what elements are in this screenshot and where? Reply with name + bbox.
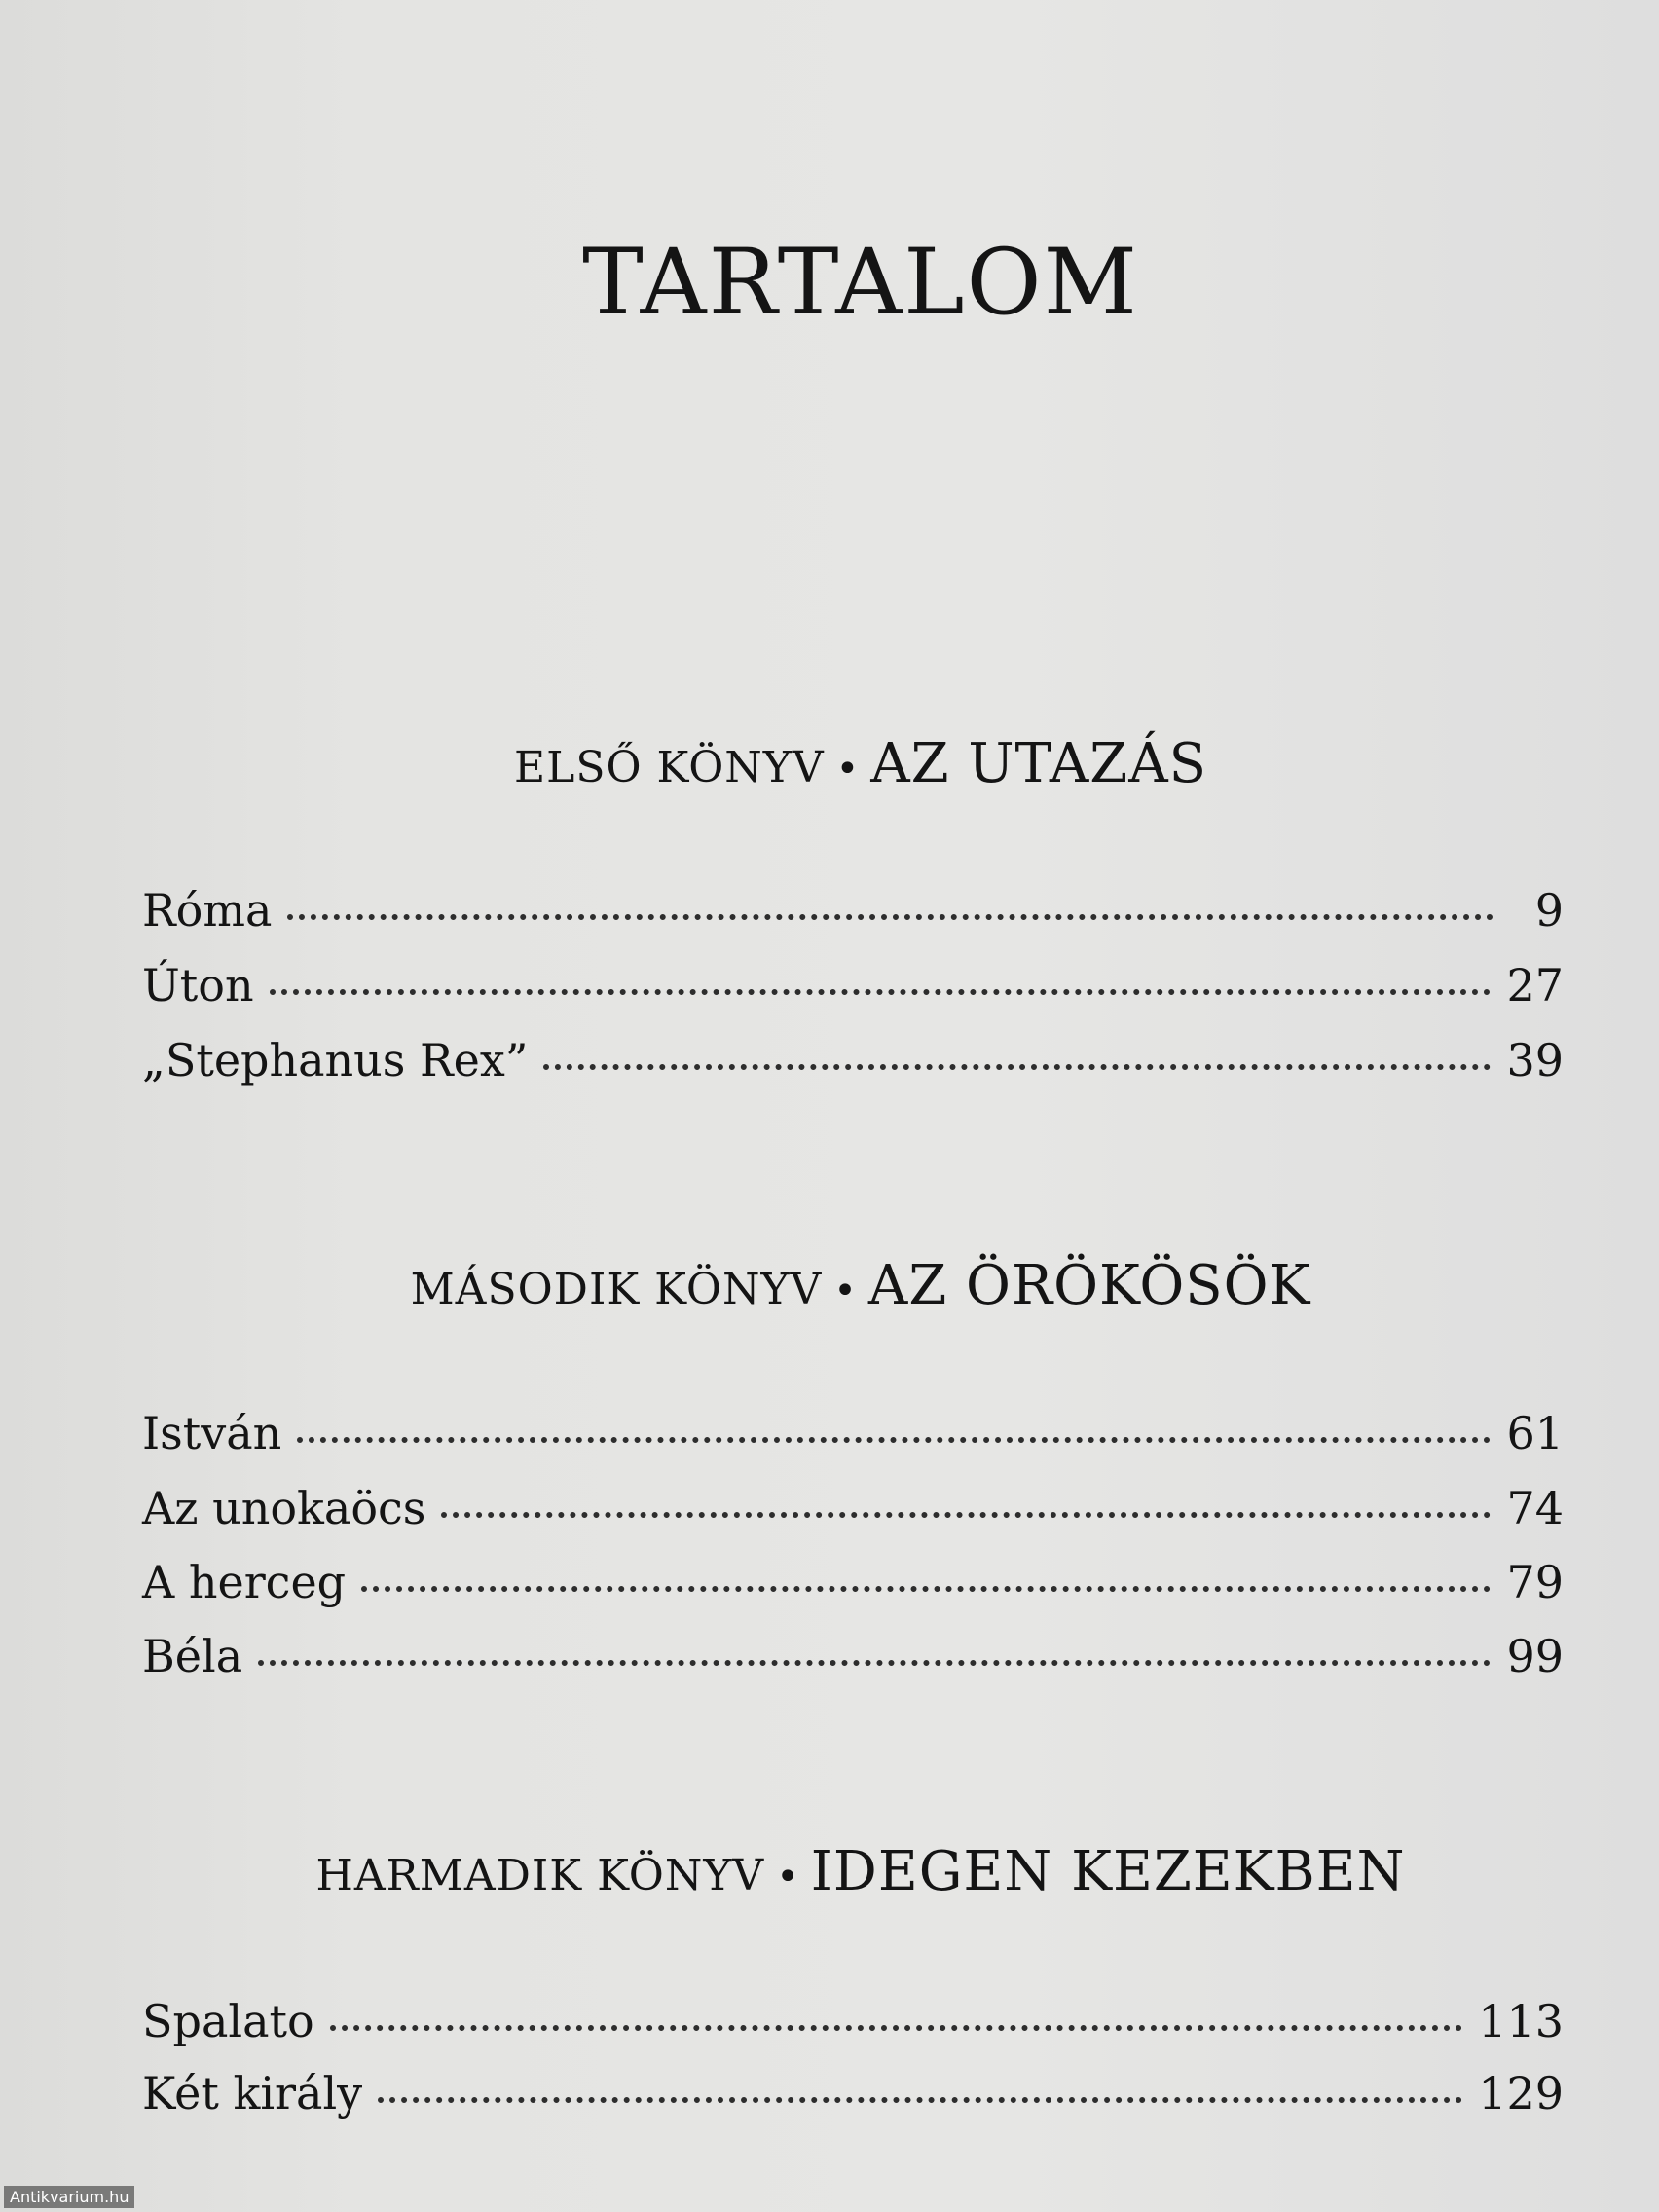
- entry-page-number: 113: [1478, 1995, 1564, 2047]
- watermark: Antikvarium.hu: [4, 2186, 134, 2208]
- entry-title: István: [142, 1407, 282, 1459]
- entry-title: A herceg: [142, 1556, 347, 1608]
- dot-leader: [258, 1621, 1491, 1666]
- dot-leader: [330, 1986, 1462, 2031]
- toc-entry: [142, 881, 1564, 949]
- toc-entry: [142, 1627, 1564, 1695]
- entry-page-number: 74: [1506, 1482, 1564, 1534]
- bullet-separator: •: [833, 1269, 857, 1313]
- entry-title: Az unokaöcs: [142, 1482, 426, 1534]
- section-name: IDEGEN KEZEKBEN: [810, 1840, 1406, 1903]
- section-label: HARMADIK KÖNYV: [315, 1851, 765, 1900]
- bullet-separator: •: [776, 1855, 799, 1899]
- section-name: AZ UTAZÁS: [870, 732, 1207, 795]
- entry-page-number: 99: [1506, 1630, 1564, 1682]
- toc-entry: [142, 1479, 1564, 1547]
- toc-entry: [142, 1404, 1564, 1472]
- section-heading-2: [0, 1254, 1659, 1317]
- entry-page-number: 39: [1506, 1034, 1564, 1087]
- toc-entry: [142, 1031, 1564, 1099]
- entry-title: Róma: [142, 884, 273, 937]
- toc-entry: [142, 2064, 1564, 2132]
- dot-leader: [270, 950, 1492, 995]
- entry-page-number: 129: [1478, 2067, 1564, 2120]
- section-heading-1: [0, 732, 1659, 795]
- dot-leader: [441, 1473, 1491, 1518]
- entry-title: Két király: [142, 2067, 363, 2120]
- entry-page-number: 79: [1506, 1556, 1564, 1608]
- entry-page-number: 9: [1534, 884, 1564, 937]
- section-label: ELSŐ KÖNYV: [513, 743, 825, 793]
- entry-title: Béla: [142, 1630, 243, 1682]
- entry-page-number: 61: [1506, 1407, 1564, 1459]
- entry-title: Úton: [142, 959, 254, 1012]
- page-title: TARTALOM: [582, 230, 1139, 336]
- section-heading-3: [0, 1840, 1659, 1903]
- entry-title: Spalato: [142, 1995, 314, 2047]
- entry-page-number: 27: [1506, 959, 1564, 1012]
- section-name: AZ ÖRÖKÖSÖK: [867, 1254, 1311, 1317]
- bullet-separator: •: [835, 747, 860, 792]
- dot-leader: [378, 2058, 1462, 2103]
- dot-leader: [287, 875, 1493, 920]
- section-label: MÁSODIK KÖNYV: [410, 1265, 823, 1314]
- toc-entry: [142, 956, 1564, 1024]
- toc-entry: [142, 1992, 1564, 2060]
- toc-entry: [142, 1553, 1564, 1621]
- dot-leader: [297, 1398, 1491, 1443]
- entry-title: „Stephanus Rex”: [142, 1034, 529, 1087]
- dot-leader: [543, 1025, 1491, 1070]
- dot-leader: [361, 1547, 1491, 1592]
